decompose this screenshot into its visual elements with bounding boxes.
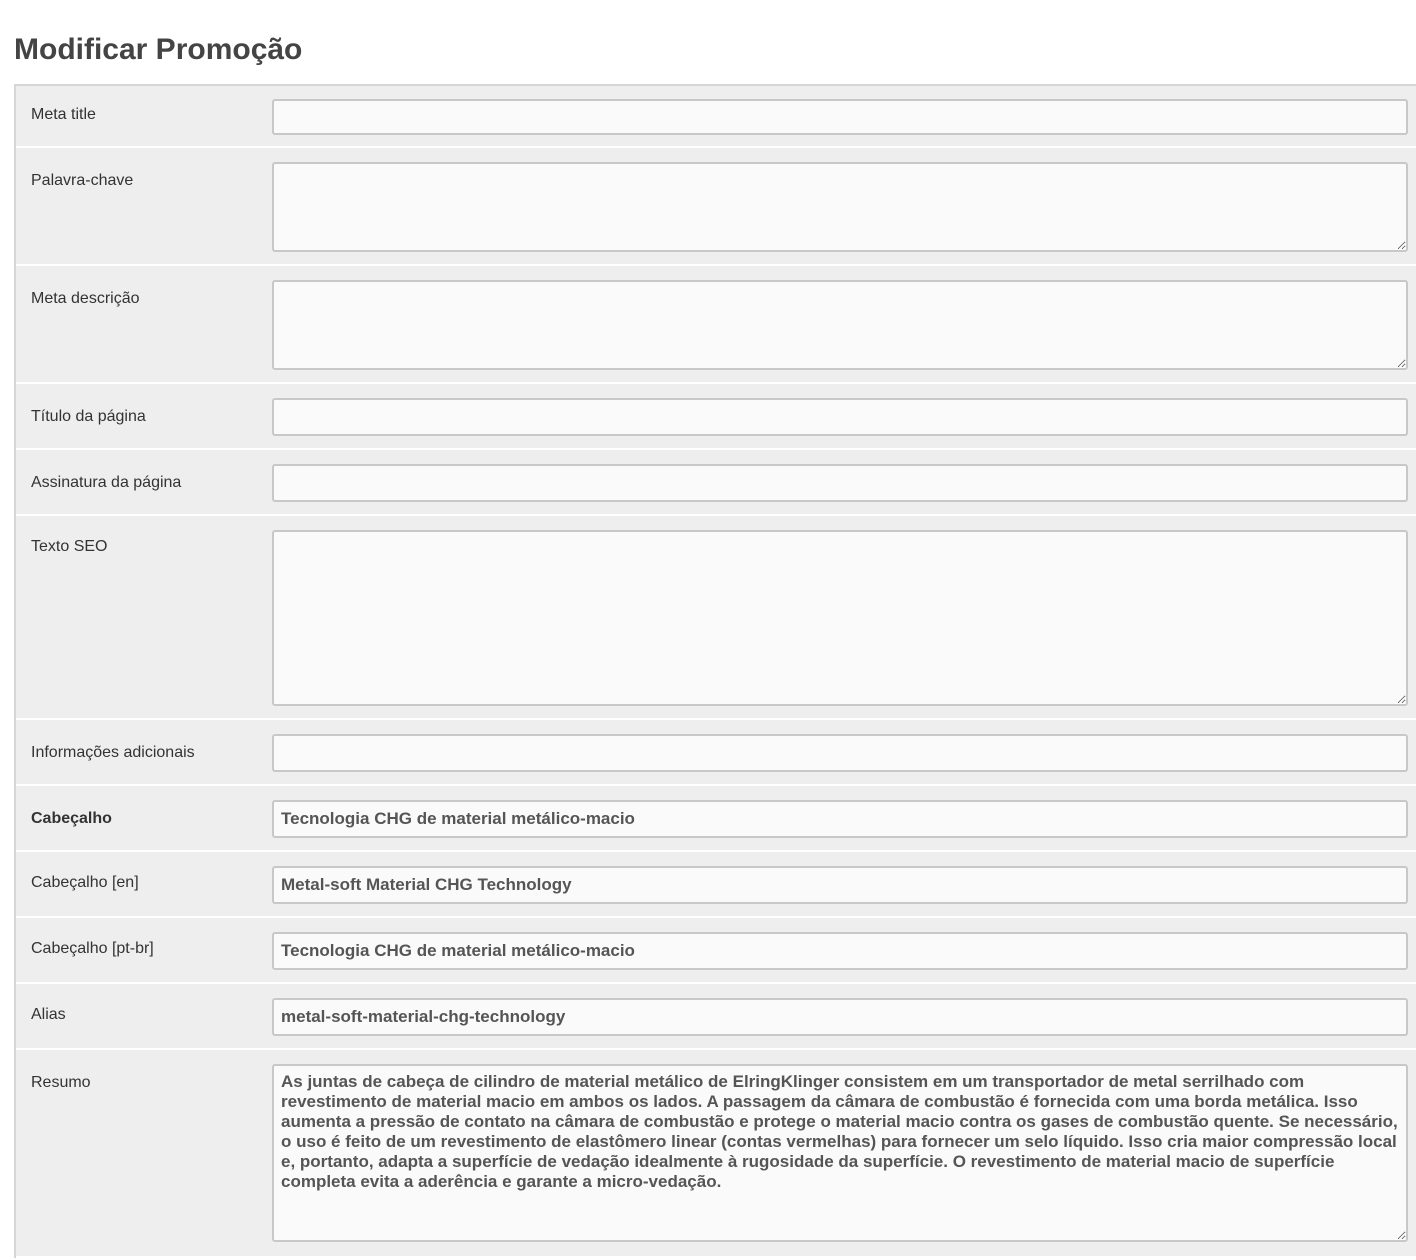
page-title: Modificar Promoção [14, 33, 303, 66]
keyword-label: Palavra-chave [31, 172, 134, 189]
row-header-en [16, 852, 1416, 918]
page-title-label: Título da página [31, 408, 146, 425]
row-header [16, 786, 1416, 852]
page-title-input[interactable] [272, 398, 1408, 436]
row-meta-description [16, 266, 1416, 384]
row-header-ptbr [16, 918, 1416, 984]
seo-text-label: Texto SEO [31, 538, 108, 555]
summary-textarea[interactable] [272, 1064, 1408, 1242]
alias-label: Alias [31, 1006, 66, 1023]
meta-description-textarea[interactable] [272, 280, 1408, 370]
page-signature-input[interactable] [272, 464, 1408, 502]
header-en-label: Cabeçalho [en] [31, 874, 139, 891]
row-keyword [16, 148, 1416, 266]
row-additional-info [16, 720, 1416, 786]
row-seo-text [16, 516, 1416, 720]
additional-info-label: Informações adicionais [31, 744, 195, 761]
seo-form [14, 84, 1416, 1258]
header-ptbr-label: Cabeçalho [pt-br] [31, 940, 154, 957]
row-page-title [16, 384, 1416, 450]
row-alias [16, 984, 1416, 1050]
meta-title-label: Meta title [31, 106, 96, 123]
summary-label: Resumo [31, 1074, 91, 1091]
meta-title-input[interactable] [272, 99, 1408, 135]
header-label: Cabeçalho [31, 810, 112, 827]
header-ptbr-input[interactable] [272, 932, 1408, 970]
row-summary [16, 1050, 1416, 1258]
keyword-textarea[interactable] [272, 162, 1408, 252]
page-signature-label: Assinatura da página [31, 474, 182, 491]
alias-input[interactable] [272, 998, 1408, 1036]
row-page-signature [16, 450, 1416, 516]
seo-text-textarea[interactable] [272, 530, 1408, 706]
header-input[interactable] [272, 800, 1408, 838]
header-en-input[interactable] [272, 866, 1408, 904]
additional-info-input[interactable] [272, 734, 1408, 772]
row-meta-title [16, 86, 1416, 148]
meta-description-label: Meta descrição [31, 290, 140, 307]
